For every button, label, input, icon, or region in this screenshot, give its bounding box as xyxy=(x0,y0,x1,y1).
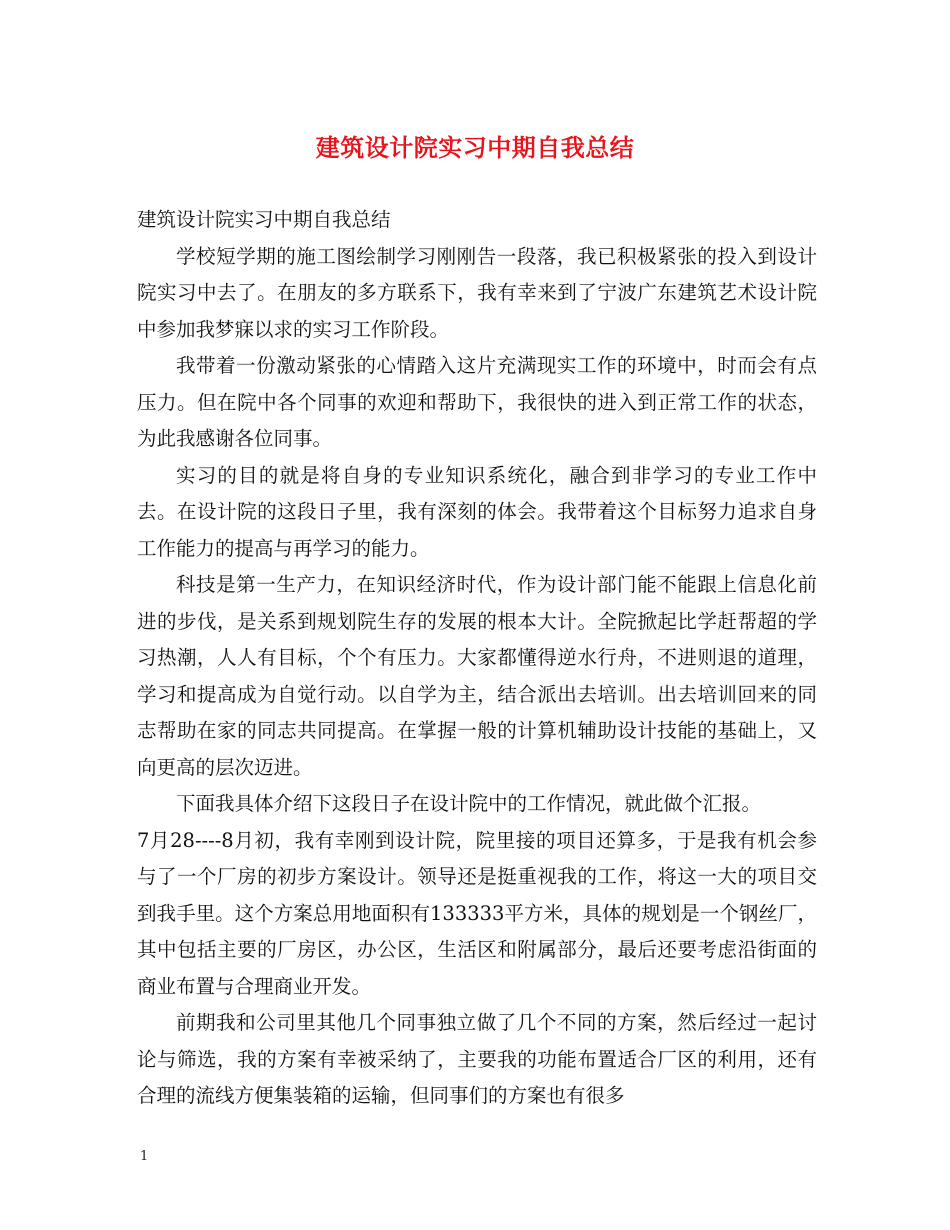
document-subtitle: 建筑设计院实习中期自我总结 xyxy=(137,208,391,231)
paragraph-5: 下面我具体介绍下这段日子在设计院中的工作情况，就此做个汇报。 xyxy=(176,792,762,815)
document-title: 建筑设计院实习中期自我总结 xyxy=(315,133,635,162)
paragraph-4: 科技是第一生产力，在知识经济时代，作为设计部门能不能跟上信息化前进的步伐，是关系到规划院生存的发展的根本大计。全院掀起比学赶帮超的学习热潮，人人有目标，个个有压力。大家都懂得逆水行舟，不进则退的道理，学习和提高成为自觉行动。以自学为主，结合派出去培训。出去培训回来的同志帮助在家的同志共同提高。在掌握一般的计算机辅助设计技能的基础上，又向更高的层次迈进。 xyxy=(137,573,817,779)
paragraph-3: 实习的目的就是将自身的专业知识系统化，融合到非学习的专业工作中去。在设计院的这段日子里，我有深刻的体会。我带着这个目标努力追求自身工作能力的提高与再学习的能力。 xyxy=(137,463,817,560)
paragraph-1: 学校短学期的施工图绘制学习刚刚告一段落，我已积极紧张的投入到设计院实习中去了。在朋友的多方联系下，我有幸来到了宁波广东建筑艺术设计院中参加我梦寐以求的实习工作阶段。 xyxy=(137,244,817,341)
paragraph-2: 我带着一份激动紧张的心情踏入这片充满现实工作的环境中，时而会有点压力。但在院中各个同事的欢迎和帮助下，我很快的进入到正常工作的状态，为此我感谢各位同事。 xyxy=(137,354,817,450)
paragraph-6: 7月28----8月初，我有幸刚到设计院，院里接的项目还算多，于是我有机会参与了一个厂房的初步方案设计。领导还是挺重视我的工作，将这一大的项目交到我手里。这个方案总用地面积有133333平方米，具体的规划是一个钢丝厂，其中包括主要的厂房区，办公区，生活区和附属部分，最后还要考虑沿街面的商业布置与合理商业开发。 xyxy=(137,828,817,998)
document-body xyxy=(137,202,817,1115)
page-number: 1 xyxy=(140,1149,149,1164)
paragraph-7: 前期我和公司里其他几个同事独立做了几个不同的方案，然后经过一起讨论与筛选，我的方案有幸被采纳了，主要我的功能布置适合厂区的利用，还有合理的流线方便集装箱的运输，但同事们的方案也有很多 xyxy=(137,1011,817,1107)
